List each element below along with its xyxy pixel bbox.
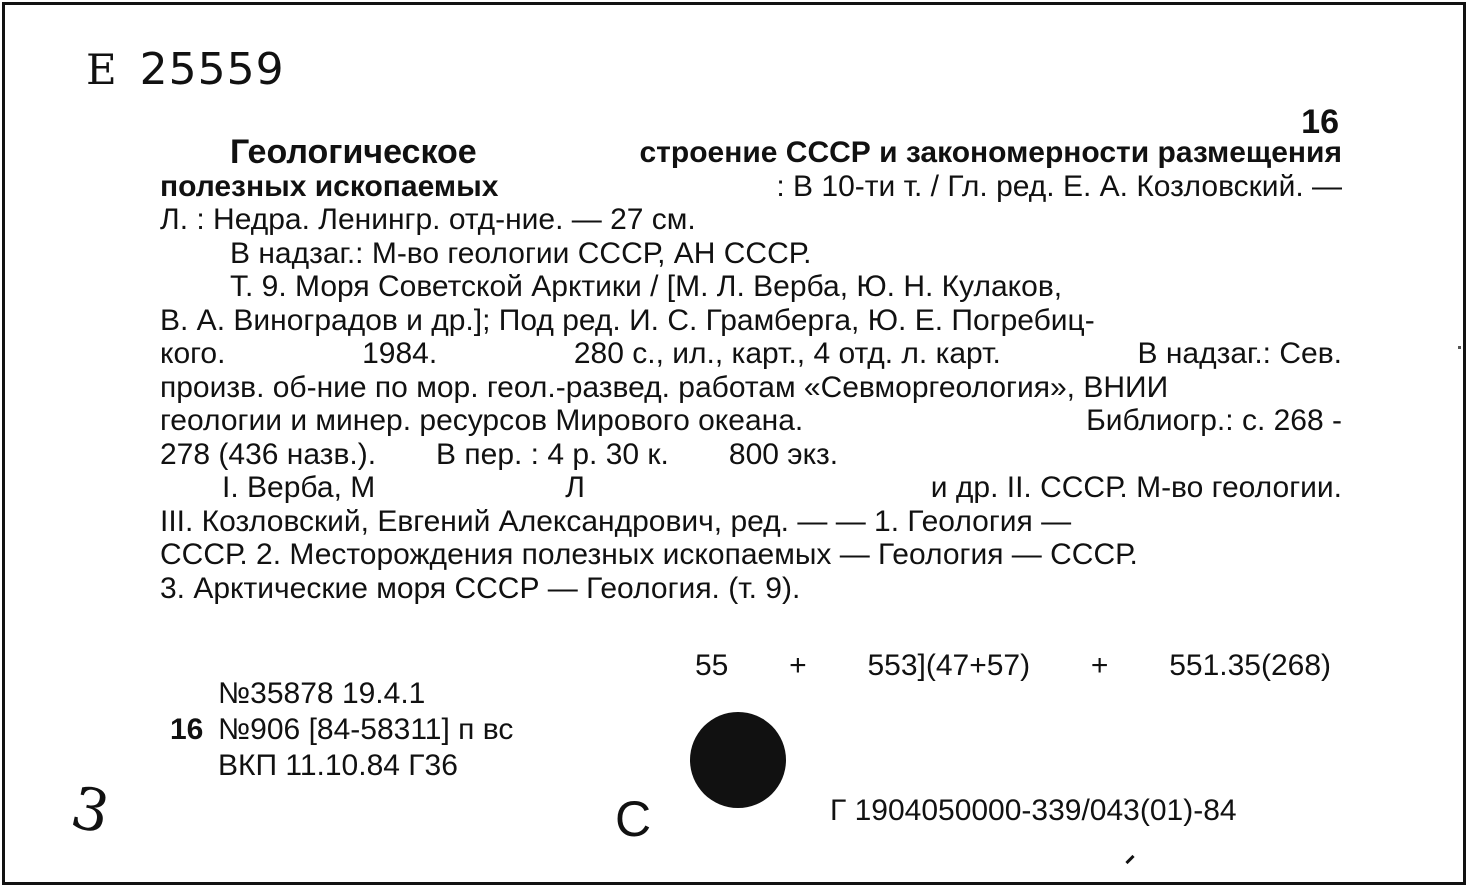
- line-12: [160, 505, 1342, 539]
- tech-text: №35878 19.4.1: [218, 677, 426, 710]
- line-9: [160, 404, 1342, 438]
- classification-index: [695, 649, 1331, 683]
- title-cont: полезных ископаемых: [160, 169, 499, 203]
- editor-end: кого.: [160, 337, 226, 370]
- class-part-1: 55: [695, 649, 729, 682]
- subject-3: 3. Арктические моря СССР — Геология. (т. 9).: [160, 571, 801, 605]
- title-word: Геологическое: [230, 133, 477, 171]
- added-entry-1: I. Верба, М: [222, 471, 376, 504]
- title-rest: строение СССР и закономерности размещения: [639, 136, 1342, 169]
- added-entry-1-initial: Л: [565, 471, 585, 504]
- volume-authors: В. А. Виноградов и др.]; Под ред. И. С. Грамберга, Ю. Е. Погребиц-: [160, 303, 1095, 337]
- punch-hole: [690, 712, 786, 808]
- inventory-letter: Е: [86, 45, 118, 94]
- added-entry-2: и др. II. СССР. М-во геологии.: [930, 471, 1342, 504]
- class-part-2: 553](47+57): [867, 649, 1031, 682]
- letter-c-mark: С: [615, 791, 652, 847]
- line-4: [160, 237, 1342, 271]
- line-7: [160, 337, 1342, 371]
- card-body: [160, 133, 1342, 605]
- inventory-digits: 25559: [139, 44, 285, 95]
- extent: 280 с., ил., карт., 4 отд. л. карт.: [573, 337, 1001, 370]
- line-14: [160, 572, 1342, 606]
- organization: произв. об-ние по мор. геол.-развед. работам «Севморгеология», ВНИИ: [160, 370, 1169, 404]
- line-5: [160, 270, 1342, 304]
- supertitle: В надзаг.: М-во геологии СССР, АН СССР.: [230, 236, 812, 270]
- line-8: [160, 371, 1342, 405]
- bibliography: Библиогр.: с. 268 -: [1086, 404, 1342, 437]
- edition-info: : В 10-ти т. / Гл. ред. Е. А. Козловский. —: [776, 169, 1342, 203]
- page-marker: 16: [1301, 103, 1339, 141]
- volume-title: Т. 9. Моря Советской Арктики / [М. Л. Верба, Ю. Н. Кулаков,: [230, 270, 1063, 303]
- tech-text: ВКП 11.10.84 Г36: [218, 749, 458, 782]
- class-plus-1: +: [789, 649, 807, 682]
- subject-2: СССР. 2. Месторождения полезных ископаемых — Геология — СССР.: [160, 538, 1138, 571]
- supertitle-2: В надзаг.: Сев.: [1137, 337, 1342, 370]
- line-2: [160, 170, 1342, 204]
- tech-text: №906 [84-58311] п вс: [218, 713, 514, 746]
- tech-row: [170, 748, 513, 784]
- added-entry-3: III. Козловский, Евгений Александрович, ред. — — 1. Геология —: [160, 504, 1072, 538]
- technical-info: [170, 676, 513, 784]
- line-title: [160, 133, 1342, 171]
- print-run: 800 экз.: [728, 437, 839, 471]
- inventory-number: [86, 44, 285, 95]
- tech-row: [170, 676, 513, 712]
- line-11: [160, 471, 1342, 505]
- year: 1984.: [362, 337, 438, 370]
- speck: [1458, 346, 1461, 349]
- class-plus-2: +: [1090, 649, 1109, 682]
- organization-2: геологии и минер. ресурсов Мирового океана.: [160, 404, 804, 437]
- line-6: [160, 304, 1342, 338]
- tech-lead: 16: [170, 713, 204, 746]
- class-part-3: 551.35(268): [1169, 649, 1331, 682]
- line-10: [160, 438, 1342, 472]
- bibliography-count: 278 (436 назв.).: [160, 437, 377, 471]
- price: В пер. : 4 р. 30 к.: [436, 437, 669, 471]
- index-code: Г 1904050000-339/043(01)-84: [830, 794, 1237, 827]
- tech-row: [170, 712, 513, 748]
- publisher: Л. : Недра. Ленингр. отд-ние. — 27 см.: [160, 203, 696, 236]
- line-3: [160, 203, 1342, 237]
- line-13: [160, 538, 1342, 572]
- handwritten-mark: 3: [65, 772, 116, 848]
